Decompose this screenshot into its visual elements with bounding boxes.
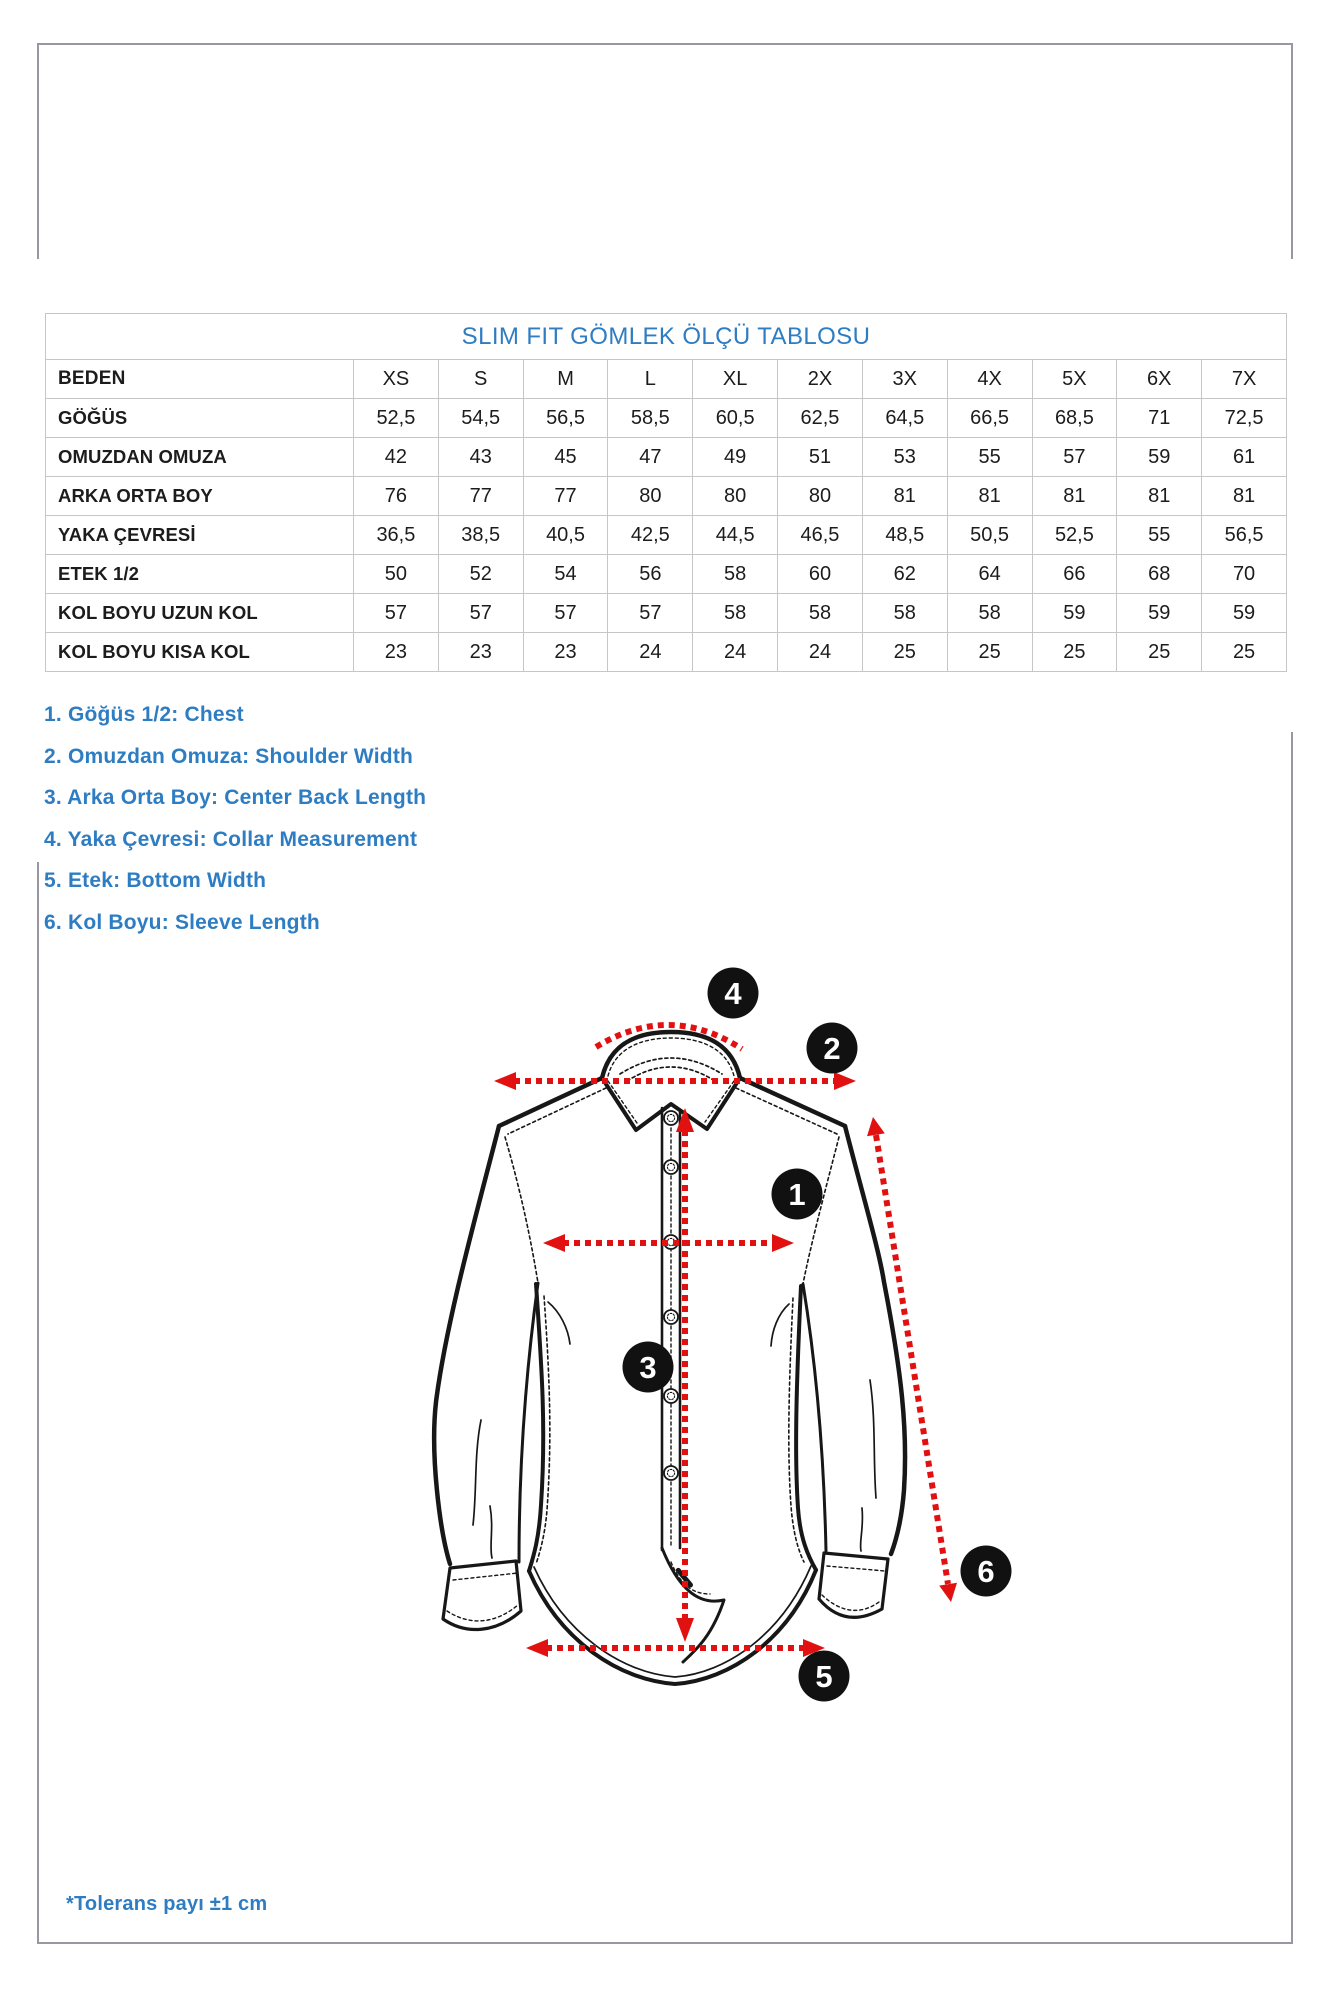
badge-4 bbox=[708, 968, 759, 1019]
measurement-value-cell: 50,5 bbox=[947, 516, 1032, 555]
measurement-value-cell: 55 bbox=[947, 438, 1032, 477]
measurement-value-cell: 42,5 bbox=[608, 516, 693, 555]
measurement-value-cell: 77 bbox=[523, 477, 608, 516]
measurement-row bbox=[46, 633, 1287, 672]
measurement-value-cell: 47 bbox=[608, 438, 693, 477]
badge-5-label: 5 bbox=[815, 1659, 833, 1694]
measurement-value-cell: 76 bbox=[354, 477, 439, 516]
measurement-value-cell: 25 bbox=[1117, 633, 1202, 672]
measurement-value-cell: 57 bbox=[608, 594, 693, 633]
measurement-value-cell: 25 bbox=[862, 633, 947, 672]
measurement-value-cell: 80 bbox=[608, 477, 693, 516]
measurement-value-cell: 24 bbox=[693, 633, 778, 672]
measurement-row-label: KOL BOYU UZUN KOL bbox=[46, 594, 354, 633]
legend-item-collar: 4. Yaka Çevresi: Collar Measurement bbox=[44, 827, 418, 851]
measurement-value-cell: 58 bbox=[778, 594, 863, 633]
measurement-value-cell: 24 bbox=[608, 633, 693, 672]
measurement-value-cell: 81 bbox=[1032, 477, 1117, 516]
measurement-row bbox=[46, 477, 1287, 516]
measurement-value-cell: 64 bbox=[947, 555, 1032, 594]
table-title: SLIM FIT GÖMLEK ÖLÇÜ TABLOSU bbox=[46, 314, 1287, 360]
size-column-header: 3X bbox=[862, 360, 947, 399]
badge-2 bbox=[807, 1023, 858, 1074]
measurement-row-label: YAKA ÇEVRESİ bbox=[46, 516, 354, 555]
measurement-value-cell: 64,5 bbox=[862, 399, 947, 438]
measurement-value-cell: 23 bbox=[354, 633, 439, 672]
measurement-row bbox=[46, 516, 1287, 555]
measurement-value-cell: 59 bbox=[1032, 594, 1117, 633]
table-title-row bbox=[46, 314, 1287, 360]
measurement-value-cell: 58 bbox=[862, 594, 947, 633]
measurement-row-label: OMUZDAN OMUZA bbox=[46, 438, 354, 477]
measurement-value-cell: 60,5 bbox=[693, 399, 778, 438]
legend-item-shoulder: 2. Omuzdan Omuza: Shoulder Width bbox=[44, 744, 414, 768]
measurement-value-cell: 25 bbox=[947, 633, 1032, 672]
measurement-value-cell: 57 bbox=[354, 594, 439, 633]
measurement-value-cell: 57 bbox=[523, 594, 608, 633]
measurement-value-cell: 44,5 bbox=[693, 516, 778, 555]
measurement-value-cell: 57 bbox=[438, 594, 523, 633]
measurement-value-cell: 58,5 bbox=[608, 399, 693, 438]
measurement-value-cell: 60 bbox=[778, 555, 863, 594]
measurement-value-cell: 52 bbox=[438, 555, 523, 594]
measurement-value-cell: 59 bbox=[1117, 438, 1202, 477]
shoulder-measure-arrow bbox=[494, 1072, 856, 1090]
size-column-header: S bbox=[438, 360, 523, 399]
measurement-value-cell: 50 bbox=[354, 555, 439, 594]
measurement-row bbox=[46, 555, 1287, 594]
measurement-value-cell: 62 bbox=[862, 555, 947, 594]
measurement-value-cell: 68,5 bbox=[1032, 399, 1117, 438]
measurement-value-cell: 48,5 bbox=[862, 516, 947, 555]
measurement-row bbox=[46, 399, 1287, 438]
size-header-row bbox=[46, 360, 1287, 399]
measurement-value-cell: 71 bbox=[1117, 399, 1202, 438]
measurement-value-cell: 56,5 bbox=[1202, 516, 1287, 555]
badge-4-label: 4 bbox=[724, 976, 742, 1011]
measurement-value-cell: 81 bbox=[947, 477, 1032, 516]
measurement-value-cell: 81 bbox=[1117, 477, 1202, 516]
measurement-value-cell: 77 bbox=[438, 477, 523, 516]
measurement-value-cell: 68 bbox=[1117, 555, 1202, 594]
measurement-row bbox=[46, 594, 1287, 633]
measurement-value-cell: 52,5 bbox=[354, 399, 439, 438]
hem-fold bbox=[662, 1548, 724, 1662]
badge-5 bbox=[799, 1651, 850, 1702]
sleeve-measure-arrow bbox=[867, 1117, 957, 1602]
measurement-value-cell: 45 bbox=[523, 438, 608, 477]
measurement-value-cell: 56 bbox=[608, 555, 693, 594]
measurement-value-cell: 80 bbox=[778, 477, 863, 516]
measurement-value-cell: 54 bbox=[523, 555, 608, 594]
measurement-value-cell: 52,5 bbox=[1032, 516, 1117, 555]
measurement-value-cell: 72,5 bbox=[1202, 399, 1287, 438]
left-cuff bbox=[443, 1561, 521, 1629]
size-column-header: L bbox=[608, 360, 693, 399]
badge-6-label: 6 bbox=[977, 1554, 995, 1589]
measurement-value-cell: 25 bbox=[1202, 633, 1287, 672]
badge-6 bbox=[961, 1546, 1012, 1597]
badge-2-label: 2 bbox=[823, 1031, 841, 1066]
measurement-value-cell: 56,5 bbox=[523, 399, 608, 438]
badge-3 bbox=[623, 1342, 674, 1393]
measurement-value-cell: 66 bbox=[1032, 555, 1117, 594]
shirt-diagram bbox=[330, 950, 1030, 1750]
measurement-value-cell: 38,5 bbox=[438, 516, 523, 555]
tolerance-note: *Tolerans payı ±1 cm bbox=[66, 1893, 268, 1915]
measurement-value-cell: 55 bbox=[1117, 516, 1202, 555]
container-border-top bbox=[37, 43, 1293, 45]
measurement-value-cell: 59 bbox=[1117, 594, 1202, 633]
size-column-header: 7X bbox=[1202, 360, 1287, 399]
size-column-header: 4X bbox=[947, 360, 1032, 399]
measurement-value-cell: 57 bbox=[1032, 438, 1117, 477]
measurement-value-cell: 58 bbox=[693, 594, 778, 633]
measurement-value-cell: 49 bbox=[693, 438, 778, 477]
measurement-value-cell: 62,5 bbox=[778, 399, 863, 438]
measurement-value-cell: 61 bbox=[1202, 438, 1287, 477]
measurement-value-cell: 23 bbox=[438, 633, 523, 672]
legend-item-chest: 1. Göğüs 1/2: Chest bbox=[44, 703, 244, 726]
right-cuff bbox=[819, 1553, 888, 1617]
badge-1 bbox=[772, 1169, 823, 1220]
measurement-value-cell: 43 bbox=[438, 438, 523, 477]
measurement-value-cell: 59 bbox=[1202, 594, 1287, 633]
left-sleeve-outline bbox=[434, 1126, 499, 1564]
size-column-header: M bbox=[523, 360, 608, 399]
measurement-value-cell: 81 bbox=[862, 477, 947, 516]
measurement-value-cell: 42 bbox=[354, 438, 439, 477]
badge-3-label: 3 bbox=[639, 1350, 657, 1385]
measurement-legend bbox=[44, 694, 426, 943]
measurement-value-cell: 58 bbox=[947, 594, 1032, 633]
size-column-header: XL bbox=[693, 360, 778, 399]
measurement-row bbox=[46, 438, 1287, 477]
measurement-row-label: KOL BOYU KISA KOL bbox=[46, 633, 354, 672]
measurement-value-cell: 66,5 bbox=[947, 399, 1032, 438]
measurement-value-cell: 81 bbox=[1202, 477, 1287, 516]
measurement-row-label: ETEK 1/2 bbox=[46, 555, 354, 594]
size-column-header: XS bbox=[354, 360, 439, 399]
measurement-value-cell: 23 bbox=[523, 633, 608, 672]
legend-item-sleeve: 6. Kol Boyu: Sleeve Length bbox=[44, 910, 320, 934]
bottom-width-measure-arrow bbox=[526, 1639, 825, 1657]
measurement-value-cell: 80 bbox=[693, 477, 778, 516]
size-column-header: 5X bbox=[1032, 360, 1117, 399]
measurement-value-cell: 25 bbox=[1032, 633, 1117, 672]
legend-item-bottom-width: 5. Etek: Bottom Width bbox=[44, 869, 267, 892]
container-border-right bbox=[1291, 43, 1293, 259]
container-border-left bbox=[37, 862, 39, 1944]
size-table bbox=[45, 313, 1287, 672]
measurement-value-cell: 54,5 bbox=[438, 399, 523, 438]
measurement-value-cell: 58 bbox=[693, 555, 778, 594]
measurement-value-cell: 46,5 bbox=[778, 516, 863, 555]
measurement-value-cell: 36,5 bbox=[354, 516, 439, 555]
measurement-value-cell: 53 bbox=[862, 438, 947, 477]
size-column-header: 2X bbox=[778, 360, 863, 399]
measurement-row-label: ARKA ORTA BOY bbox=[46, 477, 354, 516]
measurement-value-cell: 40,5 bbox=[523, 516, 608, 555]
measurement-row-label: GÖĞÜS bbox=[46, 399, 354, 438]
size-column-header-label: BEDEN bbox=[46, 360, 354, 399]
legend-item-back-length: 3. Arka Orta Boy: Center Back Length bbox=[44, 786, 427, 809]
measurement-value-cell: 70 bbox=[1202, 555, 1287, 594]
measurement-value-cell: 51 bbox=[778, 438, 863, 477]
size-column-header: 6X bbox=[1117, 360, 1202, 399]
container-border-bottom bbox=[37, 1942, 1293, 1944]
badge-1-label: 1 bbox=[788, 1177, 806, 1212]
container-border-left bbox=[37, 43, 39, 259]
container-border-right bbox=[1291, 732, 1293, 1944]
measurement-value-cell: 24 bbox=[778, 633, 863, 672]
